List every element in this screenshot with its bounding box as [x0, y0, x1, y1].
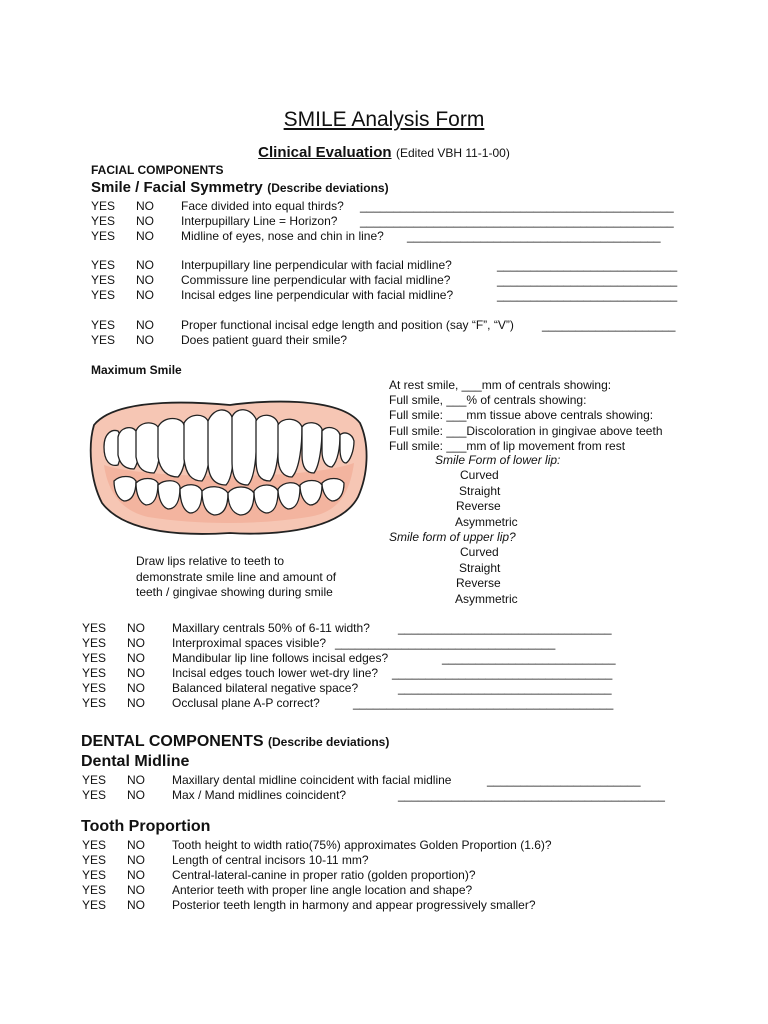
answer-line[interactable]: ________________________________: [398, 681, 612, 695]
question-row: [0, 258, 768, 273]
question-row: [0, 621, 768, 636]
measurement-line[interactable]: At rest smile, ___mm of centrals showing:: [389, 378, 612, 392]
question-row: [0, 681, 768, 696]
question-text: Posterior teeth length in harmony and appear progressively smaller?: [172, 898, 536, 912]
question-text: Max / Mand midlines coincident?: [172, 788, 347, 802]
no-option[interactable]: NO: [127, 788, 145, 802]
dental-components-note: (Describe deviations): [267, 735, 390, 749]
no-option[interactable]: NO: [127, 636, 145, 650]
question-text: Midline of eyes, nose and chin in line?: [181, 229, 384, 243]
edited-note: (Edited VBH 11-1-00): [395, 146, 510, 160]
yes-option[interactable]: YES: [82, 681, 107, 695]
caption-line: Draw lips relative to teeth to: [136, 554, 285, 568]
no-option[interactable]: NO: [127, 666, 145, 680]
subtitle: Clinical Evaluation: [258, 144, 392, 161]
answer-line[interactable]: ________________________________: [398, 621, 612, 635]
no-option[interactable]: NO: [127, 838, 145, 852]
answer-line[interactable]: ___________________________: [497, 288, 678, 302]
upper-lip-option-asymmetric[interactable]: Asymmetric: [455, 591, 518, 606]
answer-line[interactable]: ________________________________________: [398, 788, 665, 802]
smile-symmetry-heading: Smile / Facial Symmetry: [91, 179, 263, 196]
yes-option[interactable]: YES: [82, 636, 107, 650]
measurement-line[interactable]: Full smile: ___mm of lip movement from rest: [389, 438, 626, 453]
question-row: [0, 199, 768, 214]
no-option[interactable]: NO: [136, 258, 154, 272]
measurement-line[interactable]: Full smile, ___% of centrals showing:: [389, 393, 587, 408]
no-option[interactable]: NO: [127, 853, 145, 867]
lower-lip-option-reverse[interactable]: Reverse: [456, 499, 501, 513]
yes-option[interactable]: YES: [91, 288, 116, 302]
answer-line[interactable]: _______________________________________________: [360, 214, 674, 228]
maximum-smile-heading: Maximum Smile: [91, 363, 182, 377]
question-row: [0, 651, 768, 666]
yes-option[interactable]: YES: [82, 868, 107, 882]
no-option[interactable]: NO: [127, 898, 145, 912]
smile-symmetry-note: (Describe deviations): [267, 181, 389, 195]
answer-line[interactable]: ___________________________: [497, 273, 678, 287]
lower-lip-label: Smile Form of lower lip:: [435, 453, 561, 467]
answer-line[interactable]: ___________________________: [497, 258, 678, 272]
question-row: [0, 838, 768, 853]
no-option[interactable]: NO: [127, 651, 145, 665]
question-row: [0, 636, 768, 651]
question-text: Maxillary centrals 50% of 6-11 width?: [172, 621, 370, 635]
no-option[interactable]: NO: [136, 199, 154, 213]
answer-line[interactable]: _______________________: [487, 773, 641, 787]
question-row: [0, 696, 768, 711]
question-row: [0, 773, 768, 788]
yes-option[interactable]: YES: [82, 788, 107, 802]
yes-option[interactable]: YES: [82, 838, 107, 852]
answer-line[interactable]: _______________________________________: [353, 696, 614, 710]
question-row: [0, 318, 768, 333]
page-title: SMILE Analysis Form: [283, 108, 485, 131]
upper-lip-option-reverse[interactable]: Reverse: [456, 576, 501, 590]
question-text: Interproximal spaces visible?: [172, 636, 327, 650]
question-row: [0, 898, 768, 913]
no-option[interactable]: NO: [136, 288, 154, 302]
no-option[interactable]: NO: [136, 229, 154, 243]
question-text: Maxillary dental midline coincident with facial midline: [172, 773, 452, 787]
yes-option[interactable]: YES: [91, 214, 116, 228]
question-text: Interpupillary line perpendicular with facial midline?: [181, 258, 452, 272]
answer-line[interactable]: _________________________________: [335, 636, 556, 650]
caption-line: teeth / gingivae showing during smile: [136, 585, 333, 599]
answer-line[interactable]: _______________________________________________: [360, 199, 674, 213]
question-row: [0, 288, 768, 303]
teeth-illustration: [88, 385, 372, 545]
yes-option[interactable]: YES: [91, 258, 116, 272]
question-row: [0, 868, 768, 883]
lower-lip-option-curved[interactable]: Curved: [460, 468, 499, 482]
question-text: Incisal edges touch lower wet-dry line?: [172, 666, 379, 680]
answer-line[interactable]: ______________________________________: [407, 229, 661, 243]
question-row: [0, 883, 768, 898]
illustration-caption: [136, 554, 336, 601]
question-text: Incisal edges line perpendicular with facial midline?: [181, 288, 454, 302]
yes-option[interactable]: YES: [82, 853, 107, 867]
lower-lip-option-asymmetric[interactable]: Asymmetric: [455, 514, 518, 529]
question-text: Balanced bilateral negative space?: [172, 681, 359, 695]
dental-midline-heading: Dental Midline: [81, 753, 190, 770]
yes-option[interactable]: YES: [91, 333, 116, 347]
lower-lip-option-straight[interactable]: Straight: [459, 483, 501, 498]
tooth-proportion-heading: Tooth Proportion: [81, 818, 211, 835]
no-option[interactable]: NO: [136, 318, 154, 332]
yes-option[interactable]: YES: [82, 666, 107, 680]
answer-line[interactable]: ____________________: [542, 318, 676, 332]
question-row: [0, 788, 768, 803]
question-text: Tooth height to width ratio(75%) approximates Golden Proportion (1.6)?: [172, 838, 552, 852]
subtitle-block: [0, 144, 768, 162]
yes-option[interactable]: YES: [91, 318, 116, 332]
no-option[interactable]: NO: [127, 681, 145, 695]
yes-option[interactable]: YES: [91, 199, 116, 213]
question-text: Central-lateral-canine in proper ratio (golden proportion)?: [172, 868, 476, 882]
measurement-line[interactable]: Full smile: ___mm tissue above centrals showing:: [389, 408, 654, 423]
facial-components-heading: FACIAL COMPONENTS: [91, 163, 224, 177]
question-row: [0, 853, 768, 868]
question-text: Proper functional incisal edge length and position (say “F”, “V”): [181, 318, 514, 332]
no-option[interactable]: NO: [127, 696, 145, 710]
question-text: Interpupillary Line = Horizon?: [181, 214, 338, 228]
question-text: Commissure line perpendicular with facial midline?: [181, 273, 451, 287]
question-text: Length of central incisors 10-11 mm?: [172, 853, 369, 867]
upper-lip-label: Smile form of upper lip?: [389, 530, 516, 544]
question-text: Does patient guard their smile?: [181, 333, 348, 347]
yes-option[interactable]: YES: [91, 229, 116, 243]
yes-option[interactable]: YES: [82, 621, 107, 635]
no-option[interactable]: NO: [136, 214, 154, 228]
no-option[interactable]: NO: [136, 333, 154, 347]
question-row: [0, 214, 768, 229]
question-row: [0, 229, 768, 244]
upper-lip-option-curved[interactable]: Curved: [460, 545, 499, 559]
smile-symmetry-heading-block: [91, 179, 389, 197]
yes-option[interactable]: YES: [91, 273, 116, 287]
no-option[interactable]: NO: [127, 621, 145, 635]
answer-line[interactable]: __________________________: [442, 651, 616, 665]
question-text: Face divided into equal thirds?: [181, 199, 344, 213]
question-text: Occlusal plane A-P correct?: [172, 696, 320, 710]
upper-lip-option-straight[interactable]: Straight: [459, 560, 501, 575]
yes-option[interactable]: YES: [82, 773, 107, 787]
question-text: Mandibular lip line follows incisal edges?: [172, 651, 389, 665]
yes-option[interactable]: YES: [82, 883, 107, 897]
no-option[interactable]: NO: [127, 883, 145, 897]
no-option[interactable]: NO: [136, 273, 154, 287]
question-text: Anterior teeth with proper line angle location and shape?: [172, 883, 473, 897]
question-row: [0, 273, 768, 288]
measurement-line[interactable]: Full smile: ___Discoloration in gingivae above teeth: [389, 423, 663, 438]
lower-lip-options: [455, 468, 518, 530]
yes-option[interactable]: YES: [82, 651, 107, 665]
question-row: [0, 333, 768, 348]
upper-lip-options: [455, 545, 518, 607]
dental-components-heading: DENTAL COMPONENTS: [81, 733, 264, 750]
dental-components-heading-block: [81, 733, 389, 751]
yes-option[interactable]: YES: [82, 898, 107, 912]
smile-measurements: [389, 378, 663, 454]
caption-line: demonstrate smile line and amount of: [136, 569, 337, 584]
no-option[interactable]: NO: [127, 773, 145, 787]
yes-option[interactable]: YES: [82, 696, 107, 710]
answer-line[interactable]: _________________________________: [392, 666, 613, 680]
no-option[interactable]: NO: [127, 868, 145, 882]
question-row: [0, 666, 768, 681]
